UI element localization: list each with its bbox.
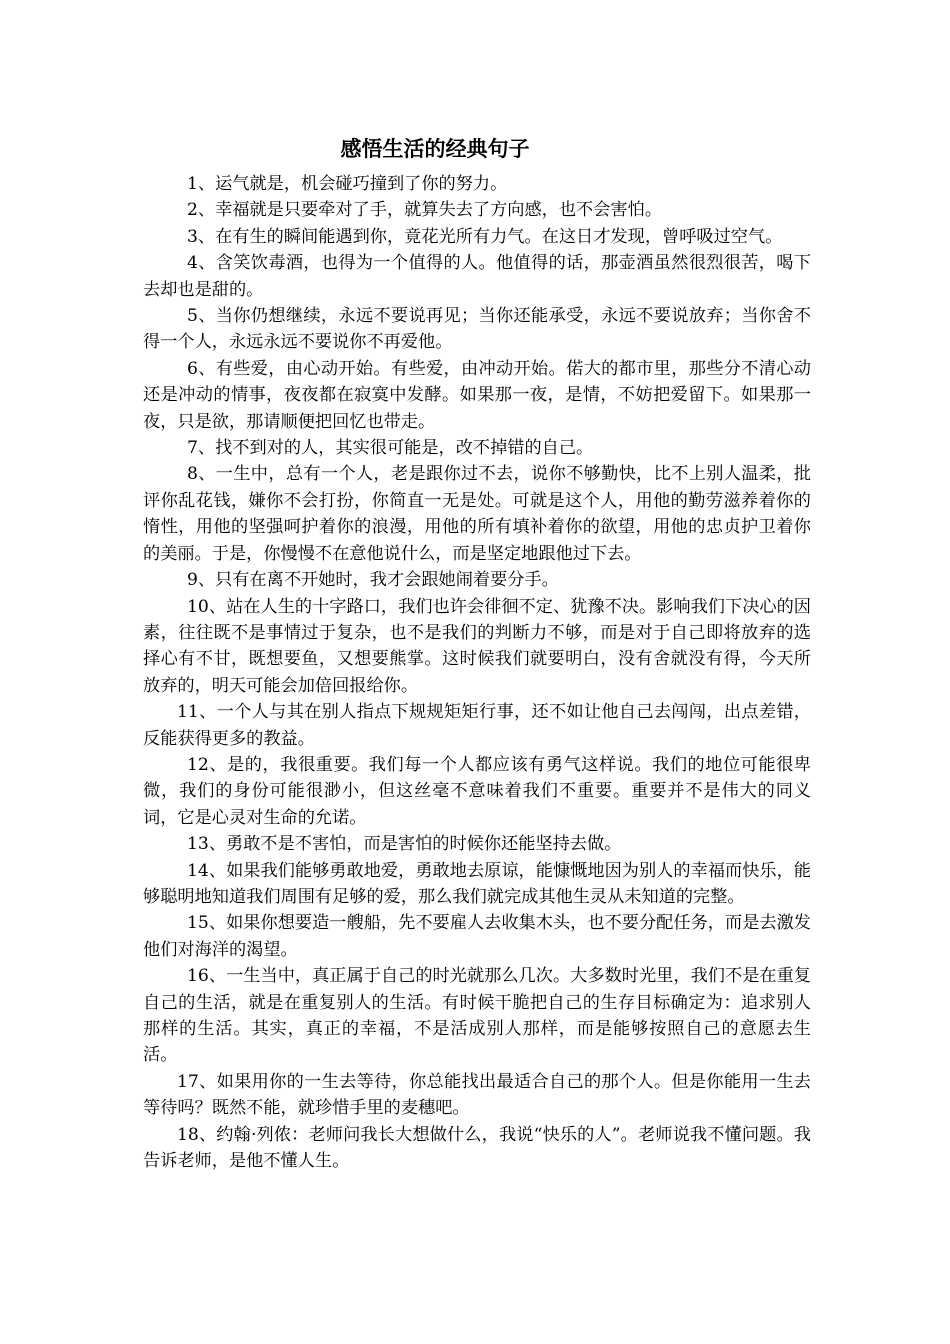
paragraph-15: 15、如果你想要造一艘船，先不要雇人去收集木头，也不要分配任务，而是去激发他们对海洋的渴望。 xyxy=(143,913,811,960)
document-body xyxy=(143,171,811,1174)
paragraph-18: 18、约翰·列侬：老师问我长大想做什么，我说“快乐的人”。老师说我不懂问题。我告诉老师，是他不懂人生。 xyxy=(143,1124,811,1172)
paragraph-8: 8、一生中，总有一个人，老是跟你过不去，说你不够勤快，比不上别人温柔，批评你乱花钱，嫌你不会打扮，你简直一无是处。可就是这个人，用他的勤劳滋养着你的惰性，用他的坚强呵护着你的浪漫，用他的所有填补着你的欲望，用他的忠贞护卫着你的美丽。于是，你慢慢不在意他说什么，而是坚定地跟他过下去。 xyxy=(143,464,811,564)
paragraph-6: 6、有些爱，由心动开始。有些爱，由冲动开始。偌大的都市里，那些分不清心动还是冲动的情事，夜夜都在寂寞中发酵。如果那一夜，是情，不妨把爱留下。如果那一夜，只是欲，那请顺便把回忆也带走。 xyxy=(143,358,811,432)
paragraph-4: 4、含笑饮毒酒，也得为一个值得的人。他值得的话，那壶酒虽然很烈很苦，喝下去却也是甜的。 xyxy=(143,253,811,300)
paragraph-2: 2、幸福就是只要牵对了手，就算失去了方向感，也不会害怕。 xyxy=(187,200,663,221)
paragraph-10: 10、站在人生的十字路口，我们也许会徘徊不定、犹豫不决。影响我们下决心的因素，往往既不是事情过于复杂，也不是我们的判断力不够，而是对于自己即将放弃的选择心有不甘，既想要鱼，又想要熊掌。这时候我们就要明白，没有舍就没有得，今天所放弃的，明天可能会加倍回报给你。 xyxy=(143,596,811,696)
paragraph-16: 16、一生当中，真正属于自己的时光就那么几次。大多数时光里，我们不是在重复自己的生活，就是在重复别人的生活。有时候干脆把自己的生存目标确定为：追求别人那样的生活。其实，真正的幸福，不是活成别人那样，而是能够按照自己的意愿去生活。 xyxy=(143,966,811,1066)
paragraph-17: 17、如果用你的一生去等待，你总能找出最适合自己的那个人。但是你能用一生去等待吗？既然不能，就珍惜手里的麦穗吧。 xyxy=(143,1071,811,1119)
paragraph-9: 9、只有在离不开她时，我才会跟她闹着要分手。 xyxy=(187,570,559,591)
paragraph-11: 11、一个人与其在别人指点下规规矩矩行事，还不如让他自己去闯闯，出点差错，反能获得更多的教益。 xyxy=(143,702,811,749)
document-title: 感悟生活的经典句子 xyxy=(340,137,530,161)
paragraph-7: 7、找不到对的人，其实很可能是，改不掉错的自己。 xyxy=(187,438,594,459)
paragraph-14: 14、如果我们能够勇敢地爱，勇敢地去原谅，能慷慨地因为别人的幸福而快乐，能够聪明地知道我们周围有足够的爱，那么我们就完成其他生灵从未知道的完整。 xyxy=(143,860,811,907)
paragraph-3: 3、在有生的瞬间能遇到你，竟花光所有力气。在这日才发现，曾呼吸过空气。 xyxy=(187,226,783,247)
paragraph-5: 5、当你仍想继续，永远不要说再见；当你还能承受，永远不要说放弃；当你舍不得一个人，永远永远不要说你不再爱他。 xyxy=(143,306,811,353)
paragraph-1: 1、运气就是，机会碰巧撞到了你的努力。 xyxy=(187,174,508,194)
paragraph-12: 12、是的，我很重要。我们每一个人都应该有勇气这样说。我们的地位可能很卑微，我们的身份可能很渺小，但这丝毫不意味着我们不重要。重要并不是伟大的同义词，它是心灵对生命的允诺。 xyxy=(143,754,811,828)
paragraph-13: 13、勇敢不是不害怕，而是害怕的时候你还能坚持去做。 xyxy=(187,834,622,855)
